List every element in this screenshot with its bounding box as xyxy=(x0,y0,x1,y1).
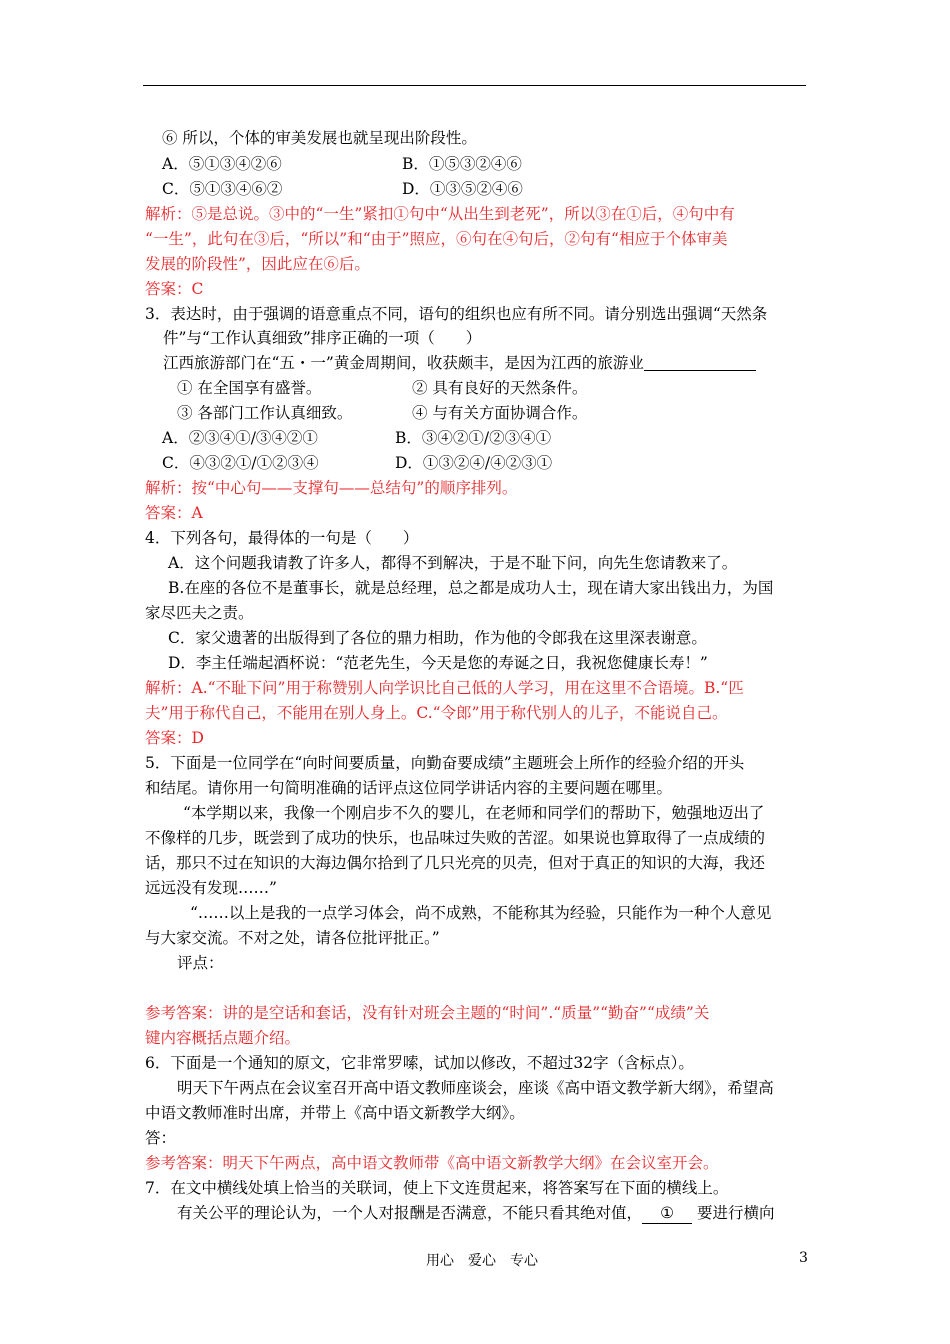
q4-option-c: C．家父遗著的出版得到了各位的鼎力相助，作为他的令郎我在这里深表谢意。 xyxy=(168,629,707,647)
q5-quote-6: 与大家交流。不对之处，请各位批评批正。” xyxy=(145,929,440,947)
q4-stem: 4．下列各句，最得体的一句是（ ） xyxy=(145,529,419,547)
q2-option-c: C．⑤①③④⑥② xyxy=(162,180,283,198)
q3-option-b: B．③④②①/②③④① xyxy=(395,429,552,447)
q5-quote-3: 话，那只不过在知识的大海边偶尔拾到了几只光亮的贝壳，但对于真正的知识的大海，我还 xyxy=(145,854,766,872)
page-number: 3 xyxy=(799,1250,808,1266)
q5-reference-1: 参考答案：讲的是空话和套话，没有针对班会主题的“时间”.“质量”“勤奋”“成绩”关 xyxy=(145,1004,710,1022)
q5-comment-label: 评点： xyxy=(177,954,224,972)
q4-answer: 答案：D xyxy=(145,729,204,747)
q2-analysis-1: 解析：⑤是总说。③中的“一生”紧扣①句中“从出生到老死”，所以③在①后，④句中有 xyxy=(145,205,735,223)
q7-passage-1: 有关公平的理论认为，一个人对报酬是否满意，不能只看其绝对值， ① 要进行横向 xyxy=(177,1204,775,1222)
q3-item-2: ② 具有良好的天然条件。 xyxy=(412,379,588,397)
q3-option-d: D．①③②④/④②③① xyxy=(395,454,553,472)
q4-option-b-1: B.在座的各位不是董事长，就是总经理，总之都是成功人士，现在请大家出钱出力，为国 xyxy=(168,579,774,597)
q3-item-3: ③ 各部门工作认真细致。 xyxy=(177,404,353,422)
q3-analysis: 解析：按“中心句——支撑句——总结句”的顺序排列。 xyxy=(145,479,518,497)
q3-sentence: 江西旅游部门在“五・一”黄金周期间，收获颇丰，是因为江西的旅游业 xyxy=(163,353,756,373)
q4-analysis-1: 解析：A.“不耻下问”用于称赞别人向学识比自己低的人学习，用在这里不合语境。B.“匹 xyxy=(145,679,744,697)
q5-stem-1: 5．下面是一位同学在“向时间要质量，向勤奋要成绩”主题班会上所作的经验介绍的开头 xyxy=(145,754,745,772)
q3-option-a: A．②③④①/③④②① xyxy=(162,429,318,447)
blank-1: ① xyxy=(642,1203,692,1224)
header-rule xyxy=(143,85,806,86)
q7-stem: 7．在文中横线处填上恰当的关联词，使上下文连贯起来，将答案写在下面的横线上。 xyxy=(145,1179,729,1197)
q6-notice-1: 明天下午两点在会议室召开高中语文教师座谈会，座谈《高中语文教学新大纲》，希望高 xyxy=(177,1079,774,1097)
q2-option-a: A．⑤①③④②⑥ xyxy=(162,155,282,173)
q2-analysis-3: 发展的阶段性”，因此应在⑥后。 xyxy=(145,255,370,273)
q3-option-c: C．④③②①/①②③④ xyxy=(162,454,319,472)
option-6-line: ⑥ 所以，个体的审美发展也就呈现出阶段性。 xyxy=(162,129,477,147)
q2-option-b: B．①⑤③②④⑥ xyxy=(402,155,522,173)
q4-option-a: A．这个问题我请教了许多人，都得不到解决，于是不耻下问，向先生您请教来了。 xyxy=(168,554,738,572)
q3-item-1: ① 在全国享有盛誉。 xyxy=(177,379,322,397)
q2-answer: 答案：C xyxy=(145,280,204,298)
q6-notice-2: 中语文教师准时出席，并带上《高中语文新教学大纲》。 xyxy=(145,1104,525,1122)
q3-answer: 答案：A xyxy=(145,504,203,522)
q6-answer-label: 答： xyxy=(145,1129,177,1147)
q6-stem: 6．下面是一个通知的原文，它非常罗嗦，试加以修改，不超过32字（含标点）。 xyxy=(145,1054,694,1072)
q4-analysis-2: 夫”用于称代自己，不能用在别人身上。C.“令郎”用于称代别人的儿子，不能说自己。 xyxy=(145,704,728,722)
q4-option-b-2: 家尽匹夫之责。 xyxy=(145,604,254,622)
q3-item-4: ④ 与有关方面协调合作。 xyxy=(412,404,588,422)
footer-motto: 用心 爱心 专心 xyxy=(426,1253,538,1269)
q5-stem-2: 和结尾。请你用一句简明准确的话评点这位同学讲话内容的主要问题在哪里。 xyxy=(145,779,673,797)
q2-option-d: D．①③⑤②④⑥ xyxy=(402,180,523,198)
q5-quote-2: 不像样的几步，既尝到了成功的快乐，也品味过失败的苦涩。如果说也算取得了一点成绩的 xyxy=(145,829,766,847)
q5-quote-1: “本学期以来，我像一个刚启步不久的婴儿，在老师和同学们的帮助下，勉强地迈出了 xyxy=(183,804,765,822)
q4-option-d: D．李主任端起酒杯说：“范老先生，今天是您的寿诞之日，我祝您健康长寿！” xyxy=(168,654,708,672)
q6-reference: 参考答案：明天下午两点，高中语文教师带《高中语文新教学大纲》在会议室开会。 xyxy=(145,1154,719,1172)
q2-analysis-2: “一生”，此句在③后，“所以”和“由于”照应，⑥句在④句后，②句有“相应于个体审美 xyxy=(145,230,728,248)
q5-quote-4: 远远没有发现……” xyxy=(145,879,277,897)
q3-stem-1: 3．表达时，由于强调的语意重点不同，语句的组织也应有所不同。请分别选出强调“天然条 xyxy=(145,305,768,323)
q5-quote-5: “……以上是我的一点学习体会，尚不成熟，不能称其为经验，只能作为一种个人意见 xyxy=(190,904,772,922)
q3-stem-2: 件”与“工作认真细致”排序正确的一项（ ） xyxy=(163,329,482,347)
fill-blank xyxy=(644,354,756,371)
q5-reference-2: 键内容概括点题介绍。 xyxy=(145,1029,301,1047)
